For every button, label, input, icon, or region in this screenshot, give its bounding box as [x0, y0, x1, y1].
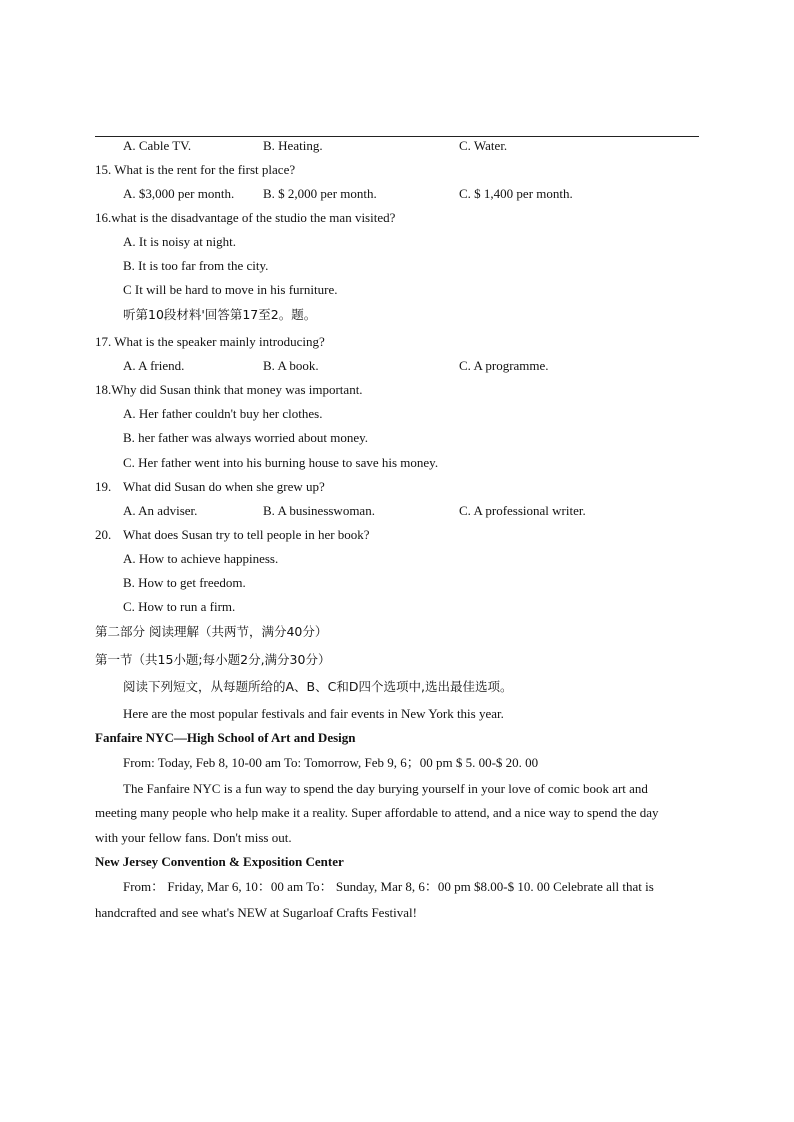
event2-line1: From： Friday, Mar 6, 10：00 am To： Sunday, Mar 8, 6：00 pm $8.00-$ 10. 00 Celebrate all that is: [123, 879, 654, 894]
q16-option-b: B. It is too far from the city.: [123, 258, 269, 273]
q20-option-c: C. How to run a firm.: [123, 599, 236, 614]
q20-stem: What does Susan try to tell people in her book?: [123, 527, 370, 542]
event2-title: New Jersey Convention & Exposition Center: [95, 854, 344, 869]
q19-option-a: A. An adviser.: [123, 503, 198, 518]
event1-time: From: Today, Feb 8, 10-00 am To: Tomorrow, Feb 9, 6；00 pm $ 5. 00-$ 20. 00: [123, 755, 539, 770]
part2-heading: 第二部分 阅读理解（共两节，满分40分）: [95, 624, 328, 639]
q16-option-a: A. It is noisy at night.: [123, 234, 237, 249]
reading-instruction: 阅读下列短文，从每题所给的A、B、C和D四个选项中,选出最佳选项。: [123, 679, 513, 694]
q20-option-b: B. How to get freedom.: [123, 575, 246, 590]
event1-title: Fanfaire NYC—High School of Art and Design: [95, 730, 356, 745]
q20-option-a: A. How to achieve happiness.: [123, 551, 279, 566]
q15-stem: 15. What is the rent for the first place?: [95, 162, 296, 177]
q17-option-a: A. A friend.: [123, 358, 185, 373]
q18-option-a: A. Her father couldn't buy her clothes.: [123, 406, 323, 421]
q15-option-b: B. $ 2,000 per month.: [263, 186, 377, 201]
q20-number: 20.: [95, 527, 112, 542]
q18-stem: 18.Why did Susan think that money was important.: [95, 382, 363, 397]
q18-option-b: B. her father was always worried about money.: [123, 430, 368, 445]
q17-option-c: C. A programme.: [459, 358, 549, 373]
q19-option-b: B. A businesswoman.: [263, 503, 375, 518]
q19-number: 19.: [95, 479, 112, 494]
q14-option-b: B. Heating.: [263, 138, 323, 153]
event1-desc-line1: The Fanfaire NYC is a fun way to spend the day burying yourself in your love of comic book art and: [123, 781, 648, 796]
q17-stem: 17. What is the speaker mainly introducing?: [95, 334, 325, 349]
q14-option-a: A. Cable TV.: [123, 138, 192, 153]
q14-option-c: C. Water.: [459, 138, 508, 153]
q18-option-c: C. Her father went into his burning house to save his money.: [123, 455, 439, 470]
event1-desc-line2: meeting many people who help make it a reality. Super affordable to attend, and a nice way to spend the day: [95, 805, 659, 820]
section1-heading: 第一节（共15小题;每小题2分,满分30分）: [95, 652, 331, 667]
q15-option-a: A. $3,000 per month.: [123, 186, 235, 201]
passage-intro: Here are the most popular festivals and fair events in New York this year.: [123, 706, 504, 721]
q19-option-c: C. A professional writer.: [459, 503, 586, 518]
listen-instruction: 听第10段材料'回答第17至2。题。: [123, 307, 317, 322]
q19-stem: What did Susan do when she grew up?: [123, 479, 325, 494]
q15-option-c: C. $ 1,400 per month.: [459, 186, 573, 201]
q16-stem: 16.what is the disadvantage of the studio the man visited?: [95, 210, 396, 225]
q16-option-c: C It will be hard to move in his furniture.: [123, 282, 338, 297]
event2-line2: handcrafted and see what's NEW at Sugarloaf Crafts Festival!: [95, 905, 417, 920]
q17-option-b: B. A book.: [263, 358, 319, 373]
header-rule: [95, 136, 699, 137]
event1-desc-line3: with your fellow fans. Don't miss out.: [95, 830, 292, 845]
